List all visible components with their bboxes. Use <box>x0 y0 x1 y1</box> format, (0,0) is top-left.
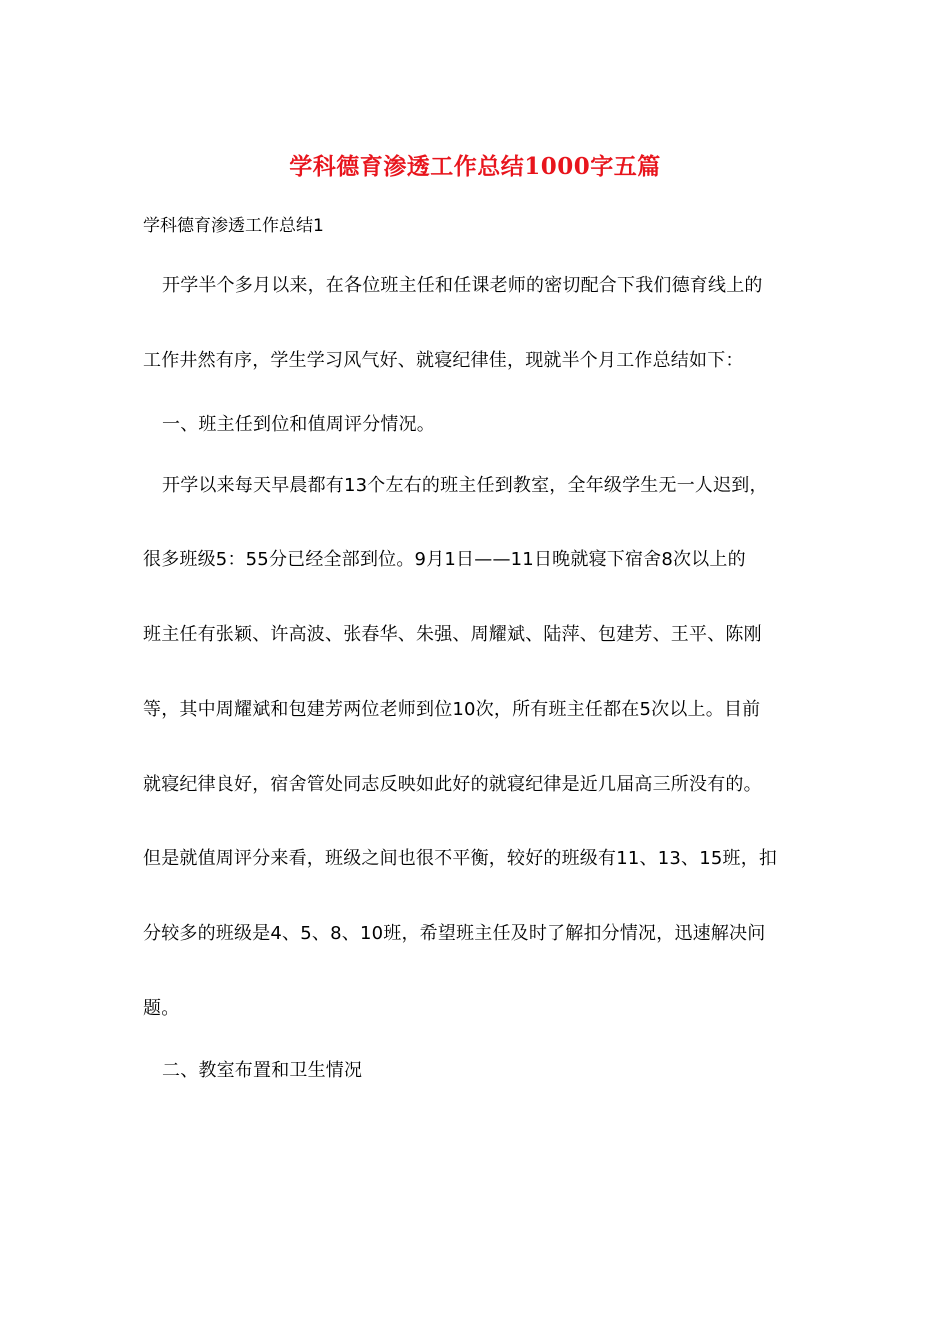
section-heading: 二、教室布置和卫生情况 <box>162 1060 363 1081</box>
section-subtitle: 学科德育渗透工作总结1 <box>143 216 324 236</box>
paragraph-line: 班主任有张颖、许高波、张春华、朱强、周耀斌、陆萍、包建芳、王平、陈刚 <box>143 624 762 645</box>
paragraph-line: 分较多的班级是4、5、8、10班，希望班主任及时了解扣分情况，迅速解决问 <box>143 923 766 944</box>
document-title: 学科德育渗透工作总结1000字五篇 <box>289 153 661 180</box>
paragraph-line: 开学半个多月以来，在各位班主任和任课老师的密切配合下我们德育线上的 <box>162 275 763 296</box>
paragraph-line: 但是就值周评分来看，班级之间也很不平衡，较好的班级有11、13、15班，扣 <box>143 848 778 869</box>
paragraph-line: 工作井然有序，学生学习风气好、就寝纪律佳，现就半个月工作总结如下： <box>143 350 744 371</box>
paragraph-line: 就寝纪律良好，宿舍管处同志反映如此好的就寝纪律是近几届高三所没有的。 <box>143 774 762 795</box>
paragraph-line: 等，其中周耀斌和包建芳两位老师到位10次，所有班主任都在5次以上。目前 <box>143 699 761 720</box>
section-heading: 一、班主任到位和值周评分情况。 <box>162 414 435 435</box>
paragraph-line: 很多班级5：55分已经全部到位。9月1日——11日晚就寝下宿舍8次以上的 <box>143 549 746 570</box>
paragraph-line: 题。 <box>143 998 180 1019</box>
paragraph-line: 开学以来每天早晨都有13个左右的班主任到教室，全年级学生无一人迟到， <box>162 475 768 496</box>
